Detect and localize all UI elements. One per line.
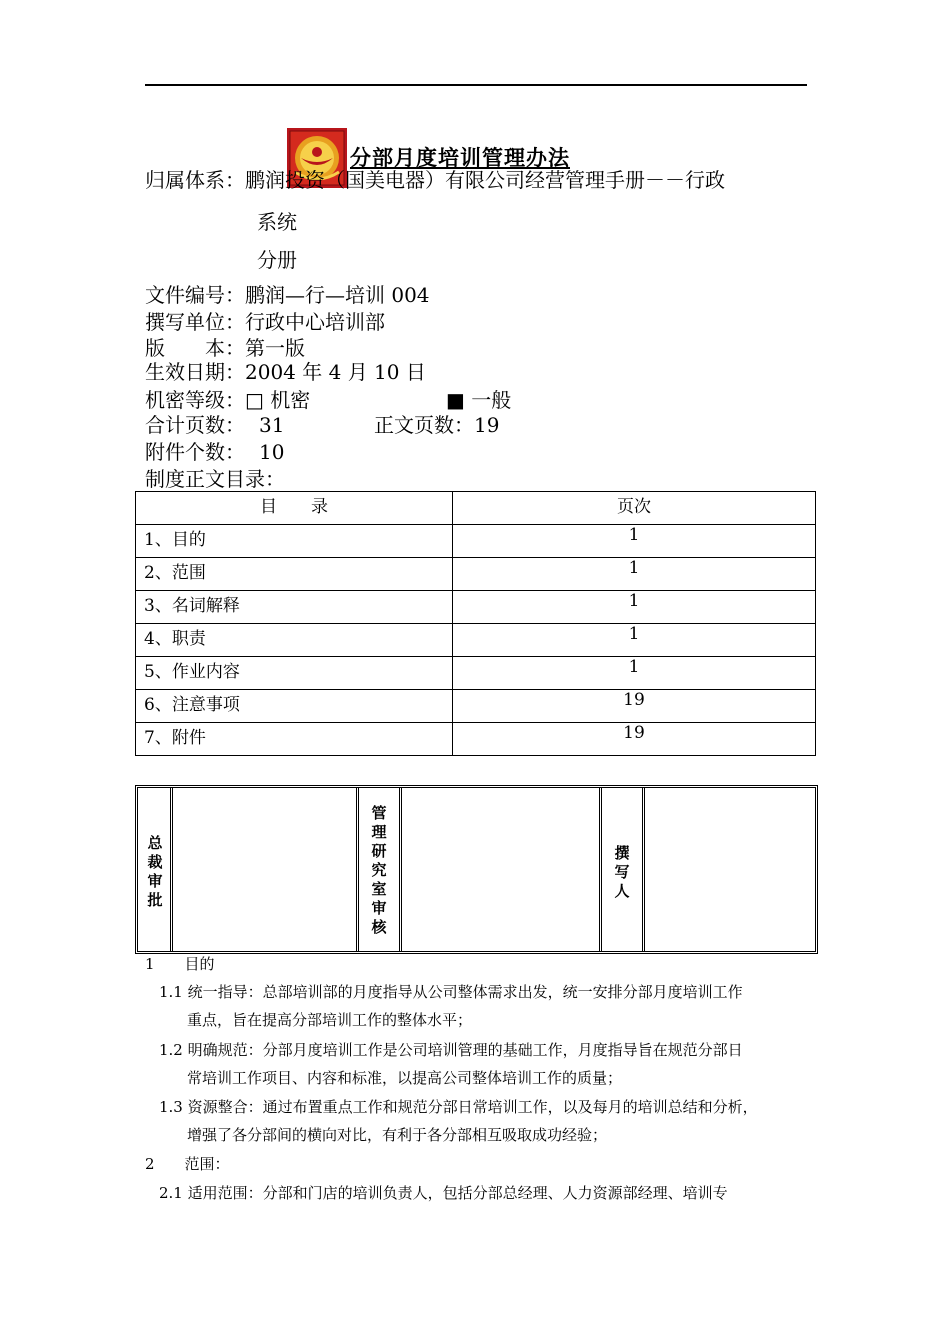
president-signature-cell [173, 788, 359, 951]
toc-header-row [136, 492, 816, 525]
table-row [136, 525, 816, 558]
version-row [145, 336, 305, 360]
table-row [136, 723, 816, 756]
table-row [136, 690, 816, 723]
general-option: ■ 一般 [446, 388, 512, 412]
approval-table [135, 785, 818, 954]
version-label: 版 本： [145, 336, 245, 360]
file-number: 文件编号：鹏润—行—培训 004 [145, 283, 430, 307]
review-signature-cell [402, 788, 602, 951]
toc-item: 1、目的 [136, 525, 453, 558]
attachments-label: 附件个数： [145, 440, 245, 464]
table-row [136, 591, 816, 624]
president-label-cell [138, 788, 173, 951]
toc-page: 1 [453, 657, 816, 690]
document-title: 分部月度培训管理办法 [350, 146, 570, 170]
system-value: 鹏润投资（国美电器）有限公司经营管理手册－－行政 [245, 168, 725, 192]
secret-level-row [145, 388, 310, 412]
total-pages-label: 合计页数： [145, 413, 245, 437]
header-rule [145, 84, 807, 86]
review-label: 管理研究室审核 [371, 804, 387, 936]
writer-unit: 撰写单位：行政中心培训部 [145, 310, 385, 334]
toc-item: 6、注意事项 [136, 690, 453, 723]
paragraph-1-3-line2: 增强了各分部间的横向对比，有利于各分部相互吸取成功经验； [187, 1126, 608, 1144]
table-row [136, 558, 816, 591]
toc-item: 2、范围 [136, 558, 453, 591]
toc-item: 5、作业内容 [136, 657, 453, 690]
writer-label: 撰写人 [614, 844, 630, 900]
table-row [136, 624, 816, 657]
toc-table [135, 491, 816, 756]
toc-label: 制度正文目录： [145, 467, 285, 491]
section-2-heading: 2 范围： [145, 1155, 230, 1173]
toc-item: 3、名词解释 [136, 591, 453, 624]
toc-page: 1 [453, 525, 816, 558]
paragraph-1-2-line1: 1.2 明确规范：分部月度培训工作是公司培训管理的基础工作，月度指导旨在规范分部日 [159, 1041, 743, 1059]
toc-item: 7、附件 [136, 723, 453, 756]
paragraph-2-1-line1: 2.1 适用范围：分部和门店的培训负责人，包括分部总经理、人力资源部经理、培训专 [159, 1184, 728, 1202]
secret-option: □ 机密 [245, 388, 311, 412]
total-pages-row [145, 413, 284, 437]
attachments-row [145, 440, 284, 464]
president-approval-label: 总裁审批 [147, 834, 163, 909]
toc-page: 1 [453, 558, 816, 591]
toc-page: 1 [453, 624, 816, 657]
section-1-heading: 1 目的 [145, 955, 215, 973]
body-pages: 正文页数：19 [374, 413, 500, 437]
system-row [145, 168, 725, 192]
table-row [136, 657, 816, 690]
effective-date: 生效日期：2004 年 4 月 10 日 [145, 360, 426, 384]
paragraph-1-1-line2: 重点，旨在提高分部培训工作的整体水平； [187, 1011, 473, 1029]
attachments-value: 10 [259, 440, 285, 464]
toc-page: 19 [453, 690, 816, 723]
paragraph-1-2-line2: 常培训工作项目、内容和标准，以提高公司整体培训工作的质量； [187, 1069, 623, 1087]
toc-page: 1 [453, 591, 816, 624]
writer-label-cell [602, 788, 645, 951]
total-pages-value: 31 [259, 413, 285, 437]
toc-page: 19 [453, 723, 816, 756]
toc-header-item: 目 录 [136, 492, 453, 525]
system-value-line2: 系统 [257, 210, 297, 234]
paragraph-1-1-line1: 1.1 统一指导：总部培训部的月度指导从公司整体需求出发，统一安排分部月度培训工作 [159, 983, 743, 1001]
review-label-cell [359, 788, 402, 951]
toc-item: 4、职责 [136, 624, 453, 657]
version-value: 第一版 [245, 336, 305, 360]
toc-header-page: 页次 [453, 492, 816, 525]
system-value-line3: 分册 [257, 248, 297, 272]
paragraph-1-3-line1: 1.3 资源整合：通过布置重点工作和规范分部日常培训工作，以及每月的培训总结和分析， [159, 1098, 758, 1116]
secret-label: 机密等级： [145, 388, 245, 412]
system-label: 归属体系： [145, 168, 245, 192]
